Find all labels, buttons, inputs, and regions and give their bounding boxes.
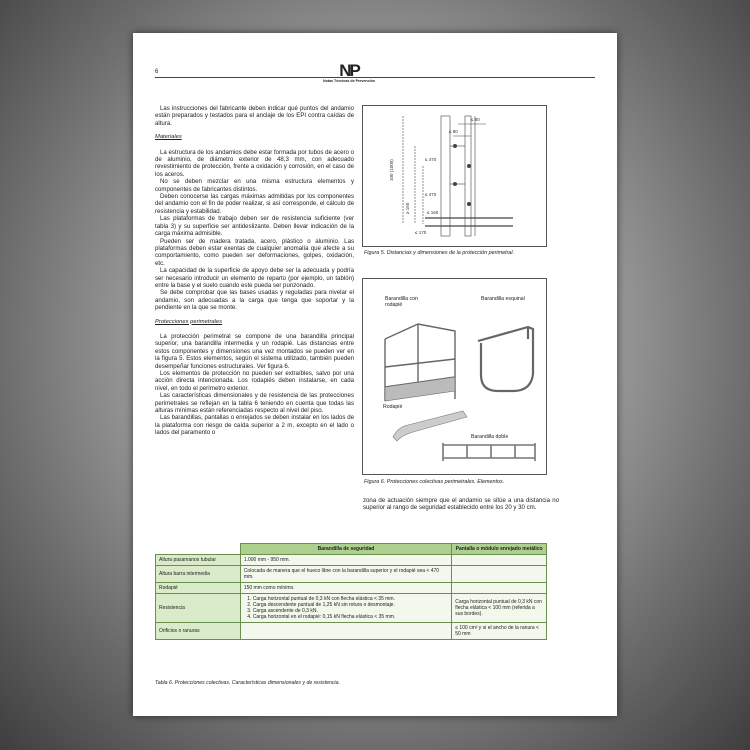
np-logo <box>323 61 375 86</box>
heading-materiales: Materiales <box>155 134 182 141</box>
list-item: 3. Carga ascendente de 0,3 kN. <box>253 608 448 614</box>
right-column-text: zona de actuación siempre que el andamio se sitúe a una distancia no superior al rango de seguridad establecido entre los 20 y 30 cm. <box>363 497 559 512</box>
heading-protecciones: Protecciones perimetrales <box>155 318 223 325</box>
paragraph: Las características dimensionales y de resistencia de las protecciones perimetrales se reflejan en la tabla 6 teniendo en cuenta que todas las alturas mínimas están referenciadas respecto al nivel del piso. <box>155 392 354 415</box>
row-label: Altura barra intermedia <box>156 566 241 583</box>
cell-pantalla <box>452 583 547 594</box>
cell-barandilla: 1.000 mm - 950 mm. <box>240 555 451 566</box>
cell-barandilla <box>240 594 451 623</box>
paragraph: Se debe comprobar que las bases usadas y reguladas para nivelar el andamio, son adecuadas a la carga que tenga que soportar y la pendiente en la que se monte. <box>155 289 354 312</box>
paragraph: La capacidad de la superficie de apoyo debe ser la adecuada y podría ser necesario introducir un elemento de reparto (por ejemplo, un tablón) entre la base y el suelo cuando este pueda ser punzonado. <box>155 267 354 289</box>
figure-6 <box>362 278 547 475</box>
paragraph: Las barandillas, pantallas o enrejados se deben instalar en los lados de la plataforma con riesgo de caída superior a 2 m, excepto en el lado o lados del paramento o <box>155 414 354 437</box>
label-barandilla-doble: Barandilla doble <box>471 434 509 440</box>
table-header-pantalla: Pantalla o módulo enrejado metálico <box>452 544 547 555</box>
list-item: 2. Carga descendente puntual de 1,25 kN sin rotura o desmontaje. <box>253 602 448 608</box>
row-label: Altura pasamanos tubular <box>156 555 241 566</box>
cell-barandilla: 150 mm como mínimo. <box>240 583 451 594</box>
table-row <box>156 594 547 623</box>
dim-label: ≤ 470 <box>425 157 437 162</box>
table-row <box>156 583 547 594</box>
dim-label: ≥ 150 <box>405 202 410 214</box>
dim-label: 100 (1000) <box>389 159 394 181</box>
paragraph: Las plataformas de trabajo deben ser de resistencia suficiente (ver tabla 3) y su superficie ser antideslizante. Deben llevar indicación de la carga máxima admisible. <box>155 215 354 238</box>
left-column <box>155 105 354 437</box>
figure-6-caption: Figura 6. Protecciones colectivas perimetrales. Elementos. <box>364 479 505 485</box>
figure-5-caption: Figura 5. Distancias y dimensiones de la protección perimetral. <box>364 250 515 256</box>
dim-label: ≤ 170 <box>415 230 427 235</box>
dim-label: ≤ 470 <box>425 192 437 197</box>
list-item: 1. Carga horizontal puntual de 0,3 kN con flecha elástica < 35 mm. <box>253 596 448 602</box>
resistance-list <box>244 596 448 620</box>
figure-5 <box>362 105 547 247</box>
guardrail-illustration <box>363 279 546 474</box>
paragraph: No se deben mezclar en una misma estructura elementos y componentes de fabricantes distintos. <box>155 178 354 193</box>
table-header-empty <box>156 544 241 555</box>
paragraph: Pueden ser de madera tratada, acero, plástico o aluminio. Las plataformas deben estar exentas de cualquier anomalía que afecte a su comportamiento, como pueden ser deformaciones, golpes, oxidación, etc. <box>155 237 354 267</box>
document-page <box>133 33 617 716</box>
dim-label: ≤ 160 <box>427 210 439 215</box>
label-barandilla-rodapie: Barandilla con rodapié <box>385 296 418 308</box>
cell-pantalla <box>452 566 547 583</box>
label-rodapie: Rodapié <box>383 404 403 410</box>
row-label: Rodapié <box>156 583 241 594</box>
cell-barandilla <box>240 623 451 640</box>
paragraph: La estructura de los andamios debe estar formada por tubos de acero o de aluminio, de diámetro exterior de 48,3 mm, con adecuado revestimiento de protección, frente a oxidación y corrosión, en el caso de los aceros. <box>155 148 354 178</box>
cell-pantalla: Carga horizontal puntual de 0,3 kN con flecha elástica < 100 mm (referida a sus bordes). <box>452 594 547 623</box>
table-row <box>156 566 547 583</box>
logo-text: NP <box>339 61 359 80</box>
cell-pantalla: ≤ 100 cm² y si el ancho de la ranura < 50 mm <box>452 623 547 640</box>
dim-label: ≤ 80 <box>449 129 458 134</box>
header-rule <box>155 77 595 78</box>
table-6 <box>155 543 547 640</box>
paragraph: La protección perimetral se compone de una barandilla principal superior, una barandilla intermedia y un rodapié. Las distancias entre estos componentes y dimensiones una vez montados se pueden ver en la figura 5. Estos elementos, según el sistema utilizado, también pueden desempeñar funciones estructurales. Ver figura 6. <box>155 332 354 370</box>
cell-barandilla: Colocada de manera que el hueco libre con la barandilla superior y el rodapié sea < 470 mm. <box>240 566 451 583</box>
dim-label: ≤ 80 <box>471 117 480 122</box>
list-item: 4. Carga horizontal en el rodapié: 0,15 kN flecha elástica < 35 mm. <box>253 614 448 620</box>
page-number: 6 <box>155 69 159 75</box>
logo-subtitle: Notas Técnicas de Prevención <box>323 79 375 83</box>
paragraph: Los elementos de protección no pueden ser extraíbles, salvo por una acción directa intencionada. Los rodapiés deben instalarse, en cada nivel, en todo el perímetro exterior. <box>155 370 354 392</box>
label-barandilla-esquinal: Barandilla esquinal <box>481 296 525 302</box>
cell-pantalla <box>452 555 547 566</box>
paragraph: Deben conocerse las cargas máximas admitidas por los componentes del andamio con el fin de poder realizar, si así corresponde, el cálculo de resistencia y estabilidad. <box>155 193 354 215</box>
table-6-caption: Tabla 6. Protecciones colectivas. Características dimensionales y de resistencia. <box>155 680 340 686</box>
table-header-row <box>156 544 547 555</box>
table-header-barandilla: Barandilla de seguridad <box>240 544 451 555</box>
table-row <box>156 623 547 640</box>
intro-paragraph: Las instrucciones del fabricante deben indicar qué puntos del andamio están preparados y testados para el anclaje de los EPI contra caídas de altura. <box>155 105 354 127</box>
table-row <box>156 555 547 566</box>
row-label: Orificios o ranuras <box>156 623 241 640</box>
dimension-drawing <box>363 106 546 246</box>
row-label: Resistencia <box>156 594 241 623</box>
